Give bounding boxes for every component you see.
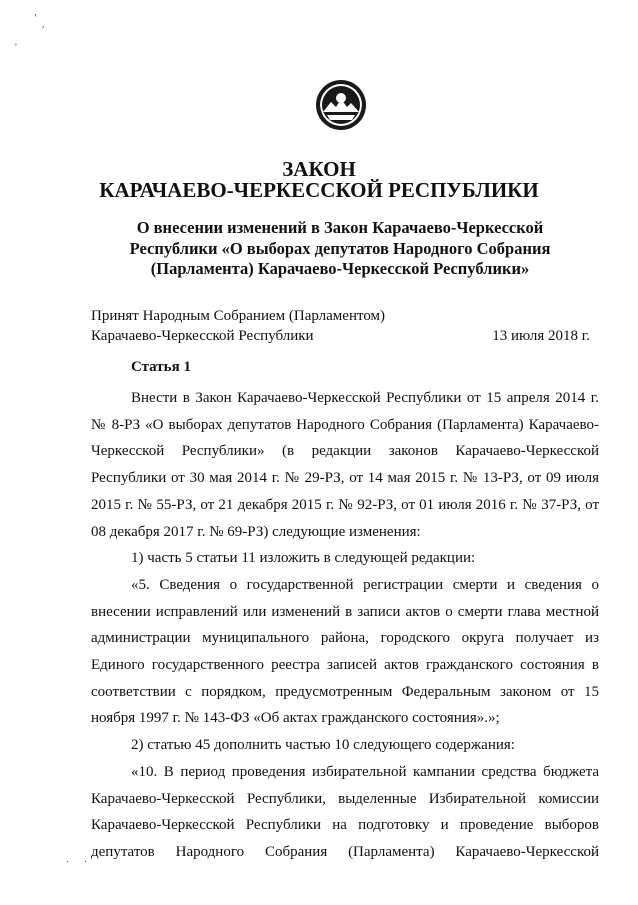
article-paragraph: «5. Сведения о государственной регистрации смерти и сведения о внесении исправлений или изменений в записи актов о смерти глава местной администрации муниципального района, городского округа получает из Единого государственного реестра записей актов гражданского состояния в соответствии с порядком, предусмотренным Федеральным законом от 15 ноября 1997 г. № 143-ФЗ «Об актах гражданского состояния».»;: [91, 576, 599, 727]
adoption-line: Принят Народным Собранием (Парламентом): [91, 308, 386, 324]
scan-speck: · ·: [66, 857, 94, 868]
article-paragraph: «10. В период проведения избирательной кампании средства бюджета Карачаево-Черкесской Республики, выделенные Избирательной комиссии Карачаево-Черкесской Республики на подготовку и проведение выборов депутатов Народного Собрания (Парламента) Карачаево-Черкесской: [91, 763, 599, 860]
coat-of-arms-icon: [314, 78, 368, 132]
article-paragraph: 1) часть 5 статьи 11 изложить в следующей редакции:: [131, 550, 476, 567]
adoption-date: 13 июля 2018 г.: [492, 328, 590, 344]
subtitle-line: О внесении изменений в Закон Карачаево-Черкесской: [136, 218, 544, 237]
law-title: ЗАКОН: [282, 157, 356, 181]
adoption-note: [91, 306, 385, 346]
subtitle-line: Республики «О выборах депутатов Народного Собрания: [129, 238, 551, 258]
adoption-line: Карачаево-Черкесской Республики: [91, 328, 314, 344]
scan-speck: ‛: [34, 13, 38, 24]
article-paragraph: Внести в Закон Карачаево-Черкесской Республики от 15 апреля 2014 г. № 8-РЗ «О выборах депутатов Народного Собрания (Парламента) Карачаево-Черкесской Республики» (в редакции законов Карачаево-Черкесской Республики от 30 мая 2014 г. № 29-РЗ, от 14 мая 2015 г. № 13-РЗ, от 09 июля 2015 г. № 55-РЗ, от 21 декабря 2015 г. № 92-РЗ, от 01 июля 2016 г. № 37-РЗ, от 08 декабря 2017 г. № 69-РЗ) следующие изменения:: [91, 390, 599, 540]
article-paragraph: 2) статью 45 дополнить частью 10 следующего содержания:: [131, 737, 515, 754]
republic-title: КАРАЧАЕВО-ЧЕРКЕССКОЙ РЕСПУБЛИКИ: [99, 178, 539, 202]
article-heading: Статья 1: [131, 359, 191, 375]
scan-speck: ˳: [14, 35, 18, 46]
law-subtitle: [60, 218, 620, 280]
scan-speck: ,: [42, 19, 45, 30]
subtitle-line: (Парламента) Карачаево-Черкесской Республики»: [150, 259, 530, 278]
article-body: [91, 385, 599, 866]
